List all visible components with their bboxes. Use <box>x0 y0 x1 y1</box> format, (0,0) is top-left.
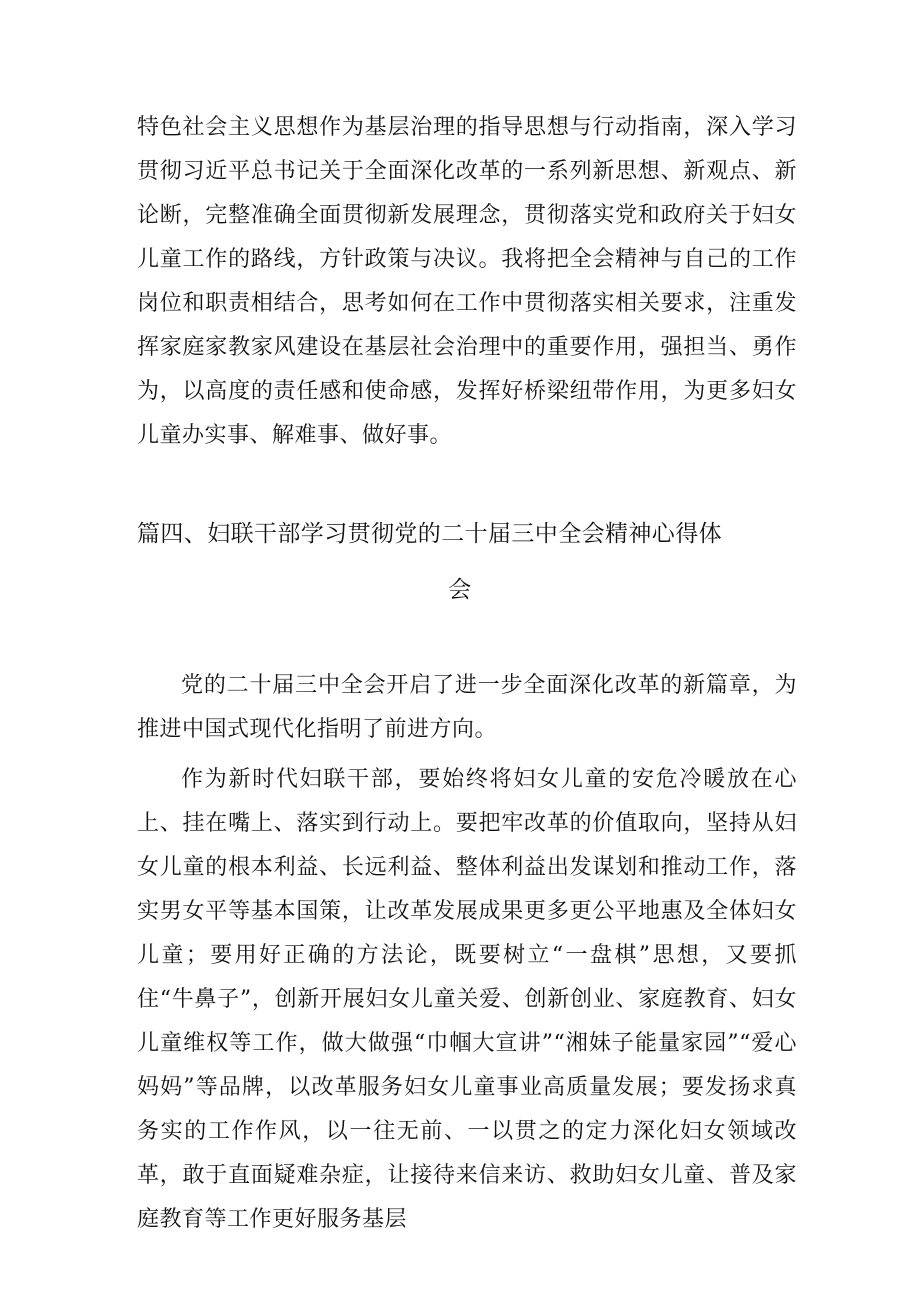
body-paragraph-1: 党的二十届三中全会开启了进一步全面深化改革的新篇章，为推进中国式现代化指明了前进方向。 <box>137 673 797 742</box>
continued-paragraph: 特色社会主义思想作为基层治理的指导思想与行动指南，深入学习贯彻习近平总书记关于全面深化改革的一系列新思想、新观点、新论断，完整准确全面贯彻新发展理念，贯彻落实党和政府关于妇女儿童工作的路线，方针政策与决议。我将把全会精神与自己的工作岗位和职责相结合，思考如何在工作中贯彻落实相关要求，注重发挥家庭家教家风建设在基层社会治理中的重要作用，强担当、勇作为，以高度的责任感和使命感，发挥好桥梁纽带作用，为更多妇女儿童办实事、解难事、做好事。 <box>137 115 797 448</box>
body-paragraph-2: 作为新时代妇联干部，要始终将妇女儿童的安危冷暖放在心上、挂在嘴上、落实到行动上。要把牢改革的价值取向，坚持从妇女儿童的根本利益、长远利益、整体利益出发谋划和推动工作，落实男女平等基本国策，让改革发展成果更多更公平地惠及全体妇女儿童；要用好正确的方法论，既要树立“一盘棋”思想，又要抓住“牛鼻子”，创新开展妇女儿童关爱、创新创业、家庭教育、妇女儿童维权等工作，做大做强“巾帼大宣讲”“湘妹子能量家园”“爱心妈妈”等品牌，以改革服务妇女儿童事业高质量发展；要发扬求真务实的工作作风，以一往无前、一以贯之的定力深化妇女领域改革，敢于直面疑难杂症，让接待来信来访、救助妇女儿童、普及家庭教育等工作更好服务基层 <box>137 767 797 1232</box>
section-heading: 篇四、妇联干部学习贯彻党的二十届三中全会精神心得体 <box>137 521 722 547</box>
section-heading-continued: 会 <box>448 577 472 603</box>
